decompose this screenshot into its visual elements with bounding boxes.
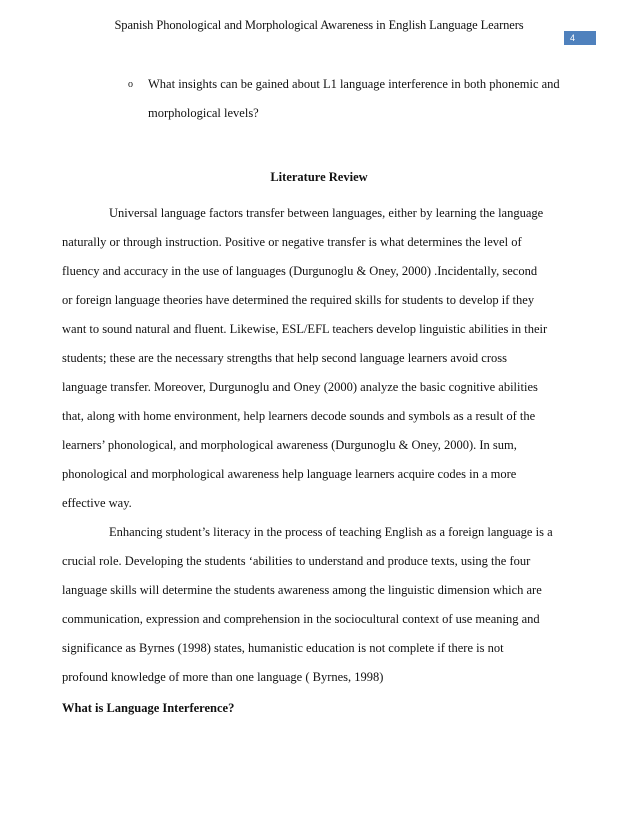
- running-head: Spanish Phonological and Morphological Awareness in English Language Learners: [114, 18, 524, 32]
- paragraph-line: or foreign language theories have determined the required skills for students to develop if they: [62, 293, 535, 307]
- bullet-line: morphological levels?: [148, 106, 259, 120]
- section-heading: Literature Review: [270, 170, 368, 184]
- paragraph-line: that, along with home environment, help learners decode sounds and symbols as a result of the: [62, 409, 536, 423]
- bullet-text: [148, 70, 578, 128]
- paragraph-line: profound knowledge of more than one language ( Byrnes, 1998): [62, 670, 384, 684]
- paragraph-line: naturally or through instruction. Positive or negative transfer is what determines the level of: [62, 235, 522, 249]
- paragraph-line: want to sound natural and fluent. Likewise, ESL/EFL teachers develop linguistic abilities in their: [62, 322, 548, 336]
- bullet-marker: o: [128, 79, 133, 90]
- paragraph: [62, 518, 564, 692]
- paragraph-line: phonological and morphological awareness help language learners acquire codes in a more: [62, 467, 517, 481]
- paragraph-line: significance as Byrnes (1998) states, humanistic education is not complete if there is not: [62, 641, 504, 655]
- paragraph-line: learners’ phonological, and morphological awareness (Durgunoglu & Oney, 2000). In sum,: [62, 438, 517, 452]
- paragraph-line: students; these are the necessary strengths that help second language learners avoid cross: [62, 351, 507, 365]
- research-question-bullet: [128, 70, 578, 128]
- paragraph-line: fluency and accuracy in the use of languages (Durgunoglu & Oney, 2000) .Incidentally, second: [62, 264, 538, 278]
- page-number-badge: 4: [564, 31, 596, 45]
- paragraph-line: language transfer. Moreover, Durgunoglu and Oney (2000) analyze the basic cognitive abilities: [62, 380, 538, 394]
- paragraph-line: effective way.: [62, 496, 132, 510]
- paragraph-line: Enhancing student’s literacy in the process of teaching English as a foreign language is a: [109, 525, 553, 539]
- paragraph-line: crucial role. Developing the students ‘abilities to understand and produce texts, using the four: [62, 554, 531, 568]
- paragraph-line: Universal language factors transfer between languages, either by learning the language: [109, 206, 544, 220]
- paragraph-line: language skills will determine the students awareness among the linguistic dimension which are: [62, 583, 542, 597]
- subheading: What is Language Interference?: [62, 701, 235, 715]
- bullet-line: What insights can be gained about L1 language interference in both phonemic and: [148, 77, 560, 91]
- paragraph-line: communication, expression and comprehension in the sociocultural context of use meaning and: [62, 612, 540, 626]
- paragraph: [62, 199, 564, 518]
